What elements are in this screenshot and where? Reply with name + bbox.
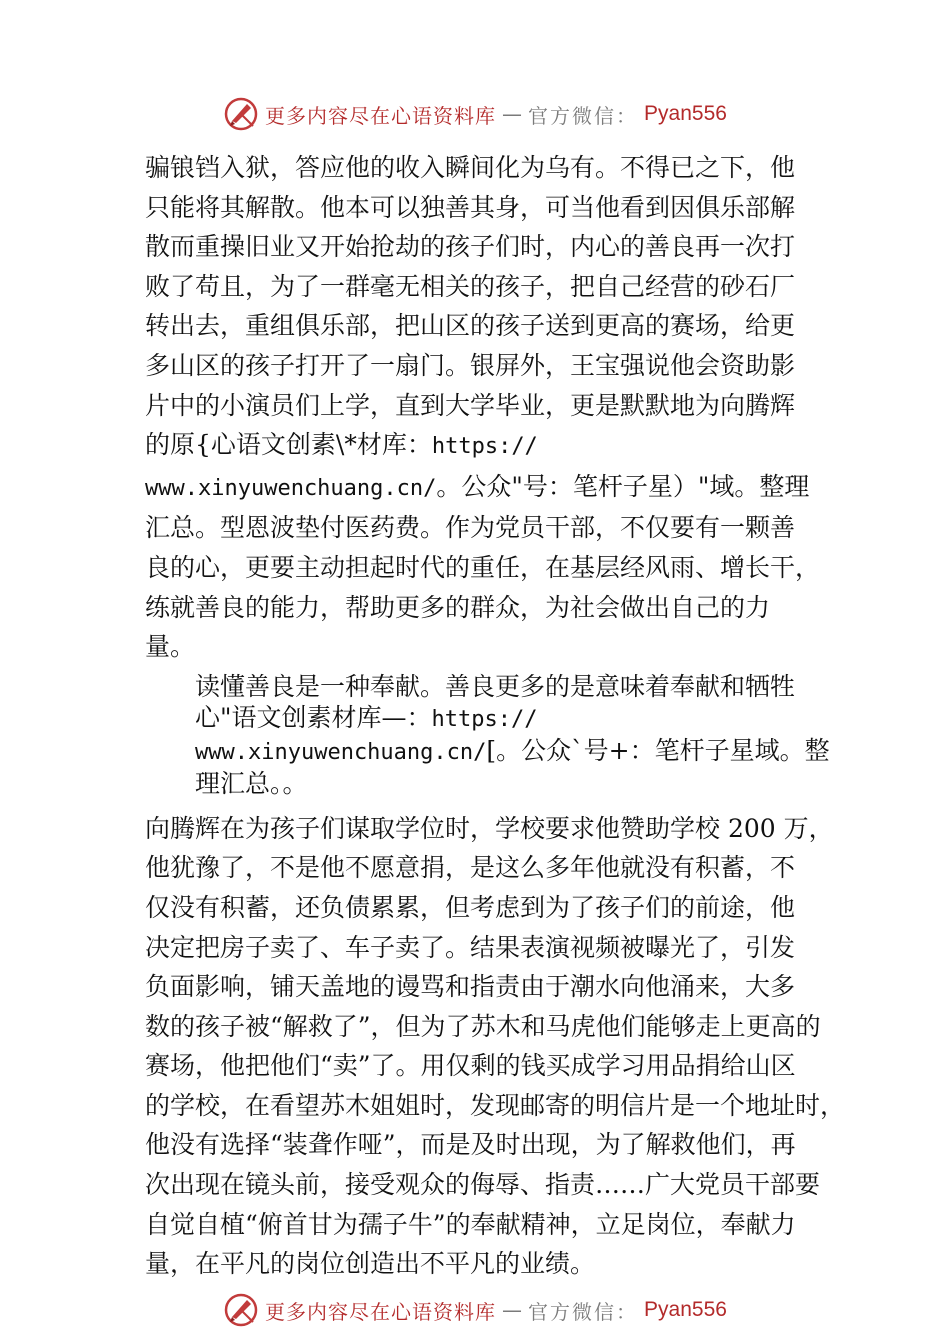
text-line: 他犹豫了，不是他不愿意捐，是这么多年他就没有积蓄，不	[145, 853, 796, 883]
header-wechat-id: Pyan556	[644, 102, 727, 125]
text-line: 练就善良的能力，帮助更多的群众，为社会做出自己的力	[145, 592, 771, 622]
footer-title: 更多内容尽在心语资料库	[265, 1299, 497, 1324]
paragraph-2	[145, 809, 846, 1284]
text-line: 决定把房子卖了、车子卖了。结果表演视频被曝光了，引发	[145, 932, 796, 962]
text-line: 他没有选择“装聋作哑”，而是及时出现，为了解救他们，再	[145, 1130, 796, 1160]
footer-wechat-label: 官方微信：	[528, 1299, 639, 1324]
text-line: 骗锒铛入狱，答应他的收入瞬间化为乌有。不得已之下，他	[145, 153, 796, 182]
text-line: 赛场，他把他们“卖”了。用仅剩的钱买成学习用品捐给山区	[145, 1051, 796, 1081]
footer-banner	[0, 1290, 950, 1330]
text-line: 仅没有积蓄，还负债累累，但考虑到为了孩子们的前途，他	[145, 892, 796, 922]
text-line: 只能将其解散。他本可以独善其身，可当他看到因俱乐部解	[145, 192, 796, 222]
paragraph-1	[145, 148, 835, 667]
footer-wechat-id: Pyan556	[644, 1298, 727, 1321]
quill-pen-icon	[223, 1292, 259, 1328]
text-line: 的学校，在看望苏木姐姐时，发现邮寄的明信片是一个地址时，	[145, 1090, 846, 1120]
header-title: 更多内容尽在心语资料库	[265, 103, 497, 128]
text-line: 负面影响，铺天盖地的谩骂和指责由于潮水向他涌来，大多	[145, 972, 796, 1002]
text-line: 量。	[145, 632, 196, 662]
quote-line: 理汇总。。	[195, 768, 308, 798]
text-line: 败了苟且，为了一群毫无相关的孩子，把自己经营的砂石厂	[145, 271, 796, 301]
quote-line: www.xinyuwenchuang.cn/[。公众`号+：笔杆子星域。整	[195, 735, 830, 765]
text-line: 片中的小演员们上学，直到大学毕业，更是默默地为向腾辉	[145, 390, 796, 420]
header-wechat-label: 官方微信：	[528, 103, 639, 128]
document-body	[145, 148, 846, 1284]
text-line: 良的心，更要主动担起时代的重任，在基层经风雨、增长干，	[145, 552, 821, 582]
quote-line: 心"语文创素材库—：https://	[195, 702, 538, 732]
text-line: 转出去，重组俱乐部，把山区的孩子送到更高的赛场，给更	[145, 311, 796, 341]
text-line: www.xinyuwenchuang.cn/。公众"号：笔杆子星）"域。整理	[145, 471, 810, 501]
quote-line: 读懂善良是一种奉献。善良更多的是意味着奉献和牺牲	[195, 671, 796, 701]
text-line: 的原{心语文创素\*材库：https://	[145, 430, 538, 460]
header-banner	[0, 94, 950, 134]
header-separator: —	[502, 102, 523, 126]
footer-separator: —	[502, 1298, 523, 1322]
quill-pen-icon	[223, 96, 259, 132]
quote-block	[195, 671, 835, 799]
text-line: 多山区的孩子打开了一扇门。银屏外，王宝强说他会资助影	[145, 350, 796, 380]
text-line: 数的孩子被“解救了”，但为了苏木和马虎他们能够走上更高的	[145, 1011, 821, 1041]
text-line: 量，在平凡的岗位创造出不平凡的业绩。	[145, 1249, 596, 1279]
text-line: 散而重操旧业又开始抢劫的孩子们时，内心的善良再一次打	[145, 232, 796, 262]
text-line: 向腾辉在为孩子们谋取学位时，学校要求他赞助学校 200 万，	[145, 813, 834, 843]
text-line: 汇总。型恩波垫付医药费。作为党员干部，不仅要有一颗善	[145, 513, 796, 543]
text-line: 自觉⾃植“俯首甘为孺子牛”的奉献精神，立足岗位，奉献力	[145, 1209, 796, 1239]
text-line: 次出现在镜头前，接受观众的侮辱、指责……广大党员干部要	[145, 1170, 821, 1200]
